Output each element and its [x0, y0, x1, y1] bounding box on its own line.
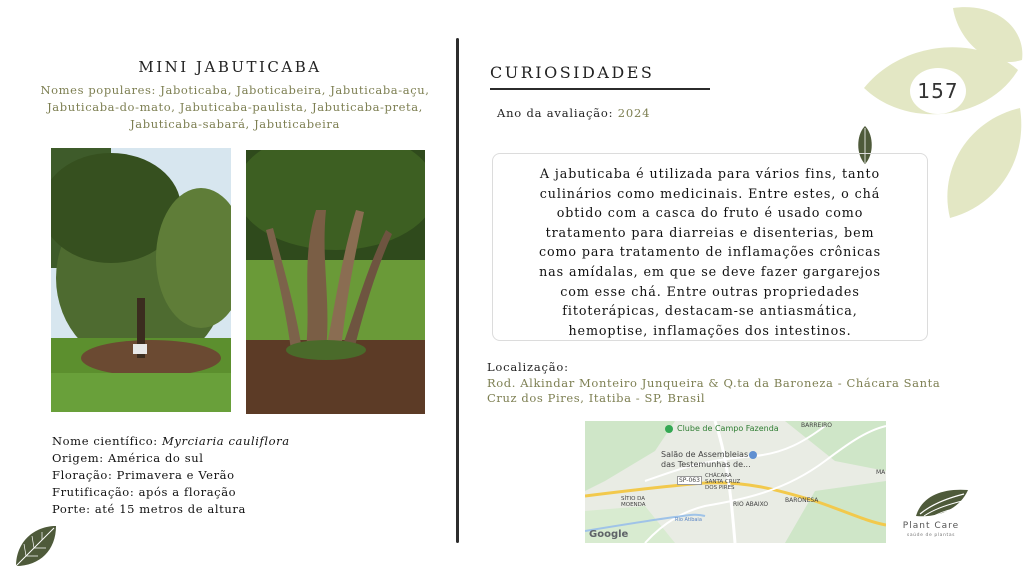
size: Porte: até 15 metros de altura: [52, 502, 246, 516]
google-logo: Google: [589, 529, 629, 540]
scientific-name: [52, 433, 290, 450]
logo-name: Plant Care: [902, 521, 960, 531]
map-label: MA: [876, 469, 886, 476]
curiosity-line: culinários como medicinais. Entre estes, o chá: [539, 185, 881, 201]
evaluation-year: [497, 106, 650, 120]
plant-title: MINI JABUTICABA: [138, 58, 322, 76]
curiosities-title: CURIOSIDADES: [490, 63, 655, 82]
column-divider: [456, 38, 459, 543]
location-label: Localização:: [487, 360, 569, 374]
map-label: CHÁCARA: [705, 473, 732, 479]
flowering: Floração: Primavera e Verão: [52, 468, 235, 482]
map-label: Salão de Assembleias: [661, 450, 749, 459]
leaf-icon: [12, 522, 60, 570]
curiosity-line: com esse chá. Entre outras propriedades: [560, 283, 860, 299]
curiosity-line: fitoterápicas, destacam-se antiasmática,: [562, 303, 858, 319]
curiosity-line: como para tratamento de inflamações crônicas: [538, 244, 882, 260]
popular-names-value: Jaboticaba, Jaboticabeira, Jabuticaba-açu, Jabuticaba-do-mato, Jabuticaba-paulista, Jabuticaba-preta, Jabuticaba-sabará, Jabuticabeira: [47, 83, 430, 131]
plant-info: [52, 433, 290, 518]
map-label: Clube de Campo Fazenda: [677, 424, 779, 433]
page-number: 157: [910, 68, 966, 114]
scientific-name-value: Myrciaria cauliflora: [162, 434, 290, 448]
curiosity-line: tratamento para diarreias e disenterias, bem: [545, 224, 875, 240]
curiosity-line: obtido com a casca do fruto é usado como: [556, 205, 864, 221]
address-line: Cruz dos Pires, Itatiba - SP, Brasil: [487, 391, 706, 405]
curiosity-line: hemoptise, inflamações dos intestinos.: [568, 322, 852, 338]
location-address: [487, 376, 967, 406]
map-label: BARONESA: [785, 497, 819, 504]
curiosity-line: nas amídalas, em que se deve fazer gargarejos: [539, 263, 881, 279]
map-label: DOS PIRES: [705, 485, 735, 491]
plant-photo-trunk: [246, 150, 425, 414]
map-label: RIO ABAIXO: [733, 501, 769, 508]
fruiting: Frutificação: após a floração: [52, 485, 237, 499]
popular-names: [30, 82, 440, 133]
year-label: Ano da avaliação:: [497, 106, 614, 120]
title-underline: [490, 88, 710, 90]
origin: Origem: América do sul: [52, 451, 204, 465]
popular-names-label: Nomes populares:: [40, 83, 157, 97]
map-label: BARREIRO: [801, 422, 833, 429]
map-label: SANTA CRUZ: [705, 479, 741, 485]
scientific-name-label: Nome científico:: [52, 434, 158, 448]
logo-tagline: saúde de plantas: [906, 533, 956, 538]
map-label: das Testemunhas de...: [661, 460, 751, 469]
map-label: Rio Atibaia: [675, 517, 702, 523]
location-map[interactable]: [585, 421, 886, 543]
curiosity-line: A jabuticaba é utilizada para vários fins, tanto: [539, 166, 881, 181]
map-label: SÍTIO DA: [621, 496, 646, 502]
curiosities-card: [492, 153, 928, 341]
plant-care-logo-icon: [912, 486, 970, 520]
map-label: SP-063: [679, 477, 700, 484]
year-value: 2024: [617, 106, 651, 120]
leaf-shape: [947, 108, 1021, 218]
address-line: Rod. Alkindar Monteiro Junqueira & Q.ta da Baroneza - Chácara Santa: [487, 376, 941, 390]
plant-photo-garden: [51, 148, 231, 412]
map-label: MOENDA: [621, 502, 646, 508]
